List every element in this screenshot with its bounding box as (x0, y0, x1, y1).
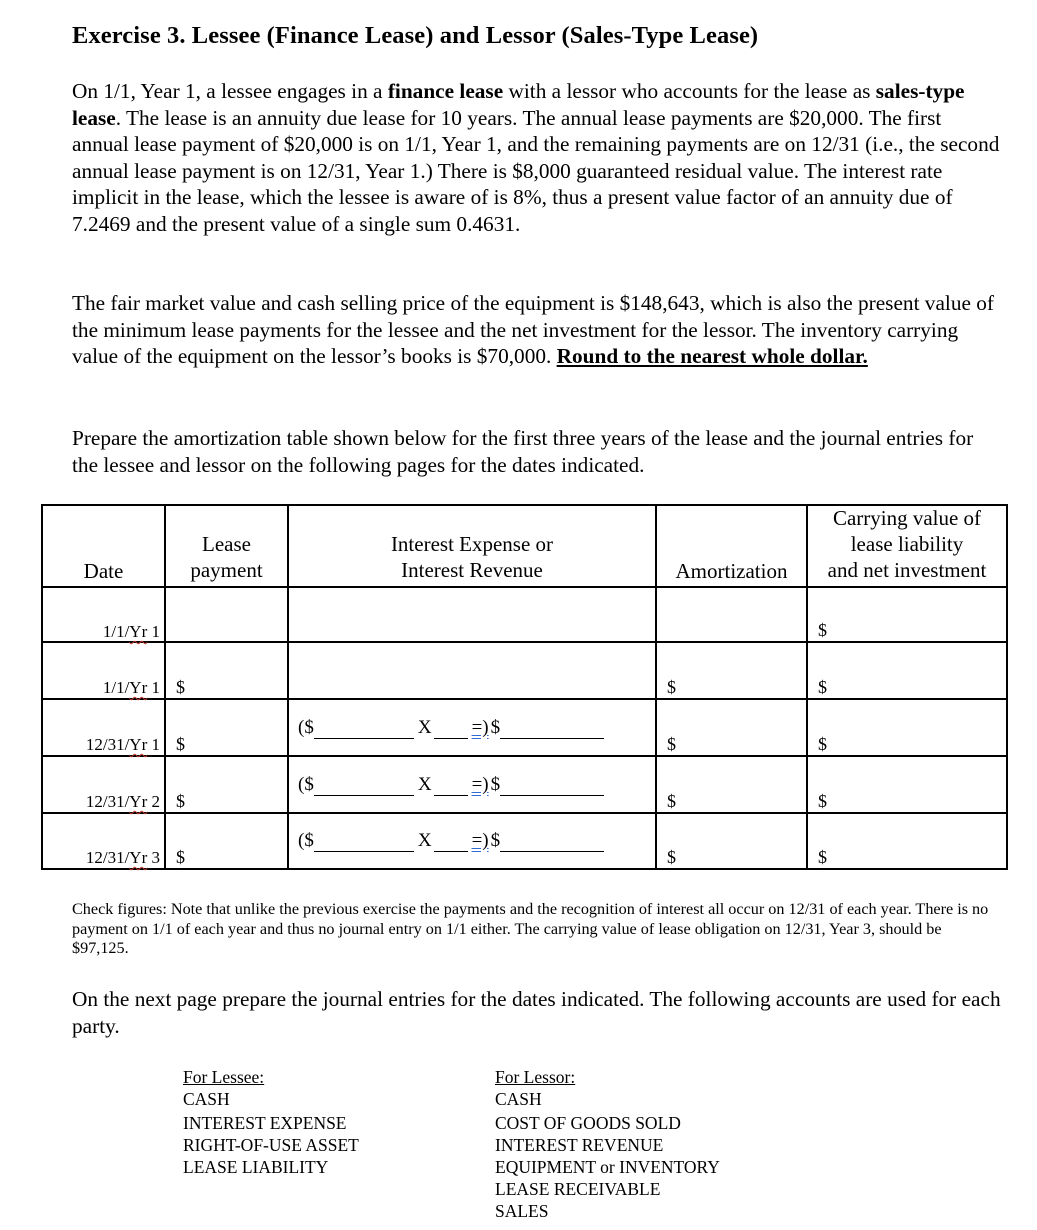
row-date: 12/31/Yr 1 (85, 735, 160, 754)
intro-paragraph: On 1/1, Year 1, a lessee engages in a finance lease with a lessor who accounts for the lease as sales-type lease. The lease is an annuity due lease for 10 years. The annual lease payments are $20,000. The first annual lease payment of $20,000 is on 1/1, Year 1, and the remaining payments are on 12/31 (i.e., the second annual lease payment is on 12/31, Year 1.) There is $8,000 guaranteed residual value. The interest rate implicit in the lease, which the lessee is aware of is 8%, thus a present value factor of an annuity due of 7.2469 and the present value of a single sum 0.4631. (72, 79, 1000, 236)
account-item: LEASE RECEIVABLE (495, 1179, 661, 1199)
amortization-cell: $ (667, 734, 676, 754)
interest-formula: ($ X =) $ (298, 774, 604, 796)
header-interest: Interest Expense or Interest Revenue (390, 532, 554, 582)
instructions-paragraph: Prepare the amortization table shown below for the first three years of the lease and the journal entries for the lessee and lessor on the following pages for the dates indicated. (72, 426, 974, 477)
lease-payment-cell: $ (176, 847, 185, 867)
carrying-value-cell: $ (818, 677, 827, 697)
lease-payment-cell: $ (176, 734, 185, 754)
row-date: 12/31/Yr 3 (85, 848, 160, 867)
sales-type-lease-emphasis: sales-type lease (72, 79, 965, 130)
interest-formula: ($ X =) $ (298, 717, 604, 739)
row-date: 12/31/Yr 2 (85, 792, 160, 811)
header-lease-payment: Lease payment (190, 532, 263, 582)
fair-value-paragraph: The fair market value and cash selling price of the equipment is $148,643, which is also the present value of the minimum lease payments for the lessee and the net investment for the lessor. The inventory carrying value of the equipment on the lessor’s books is $70,000. Round to the nearest whole dollar. (72, 291, 994, 369)
account-item: CASH (495, 1089, 542, 1109)
exercise-title: Exercise 3. Lessee (Finance Lease) and Lessor (Sales-Type Lease) (72, 22, 759, 49)
account-item: EQUIPMENT or INVENTORY (495, 1157, 720, 1177)
header-amortization: Amortization (675, 559, 788, 583)
carrying-value-cell: $ (818, 791, 827, 811)
account-item: LEASE LIABILITY (183, 1157, 329, 1177)
carrying-value-cell: $ (818, 847, 827, 867)
account-item: RIGHT-OF-USE ASSET (183, 1135, 359, 1155)
interest-formula: ($ X =) $ (298, 830, 604, 852)
table-border-right (1006, 504, 1008, 870)
amortization-cell: $ (667, 791, 676, 811)
check-figures-note: Check figures: Note that unlike the previous exercise the payments and the recognition of interest all occur on 12/31 of each year. There is no payment on 1/1 of each year and thus no journal entry on 1/1 either. The carrying value of lease obligation on 12/31, Year 3, should be $97,125. (72, 900, 989, 957)
table-row-divider (41, 641, 1008, 643)
finance-lease-emphasis: finance lease (387, 79, 504, 103)
lease-payment-cell: $ (176, 791, 185, 811)
table-row-divider (41, 812, 1008, 814)
lessor-heading: For Lessor: (495, 1067, 576, 1087)
account-item: SALES (495, 1201, 549, 1221)
lessor-accounts (495, 1066, 720, 1222)
account-item: COST OF GOODS SOLD (495, 1113, 681, 1133)
account-item: CASH (183, 1089, 230, 1109)
account-item: INTEREST EXPENSE (183, 1113, 347, 1133)
table-row-divider (41, 698, 1008, 700)
table-row-divider (41, 755, 1008, 757)
table-border-bottom (41, 868, 1008, 870)
table-header-divider (41, 586, 1008, 588)
row-date: 1/1/Yr 1 (102, 622, 160, 641)
carrying-value-cell: $ (818, 620, 827, 640)
account-item: INTEREST REVENUE (495, 1135, 664, 1155)
lessee-accounts (183, 1066, 359, 1178)
amortization-cell: $ (667, 677, 676, 697)
lessee-heading: For Lessee: (183, 1067, 265, 1087)
carrying-value-cell: $ (818, 734, 827, 754)
header-carrying-value: Carrying value of lease liability and net investment (827, 506, 987, 582)
rounding-instruction: Round to the nearest whole dollar. (556, 344, 868, 369)
lease-payment-cell: $ (176, 677, 185, 697)
header-date: Date (83, 559, 124, 583)
row-date: 1/1/Yr 1 (102, 678, 160, 697)
next-page-paragraph: On the next page prepare the journal entries for the dates indicated. The following accounts are used for each party. (72, 987, 1001, 1038)
amortization-cell: $ (667, 847, 676, 867)
